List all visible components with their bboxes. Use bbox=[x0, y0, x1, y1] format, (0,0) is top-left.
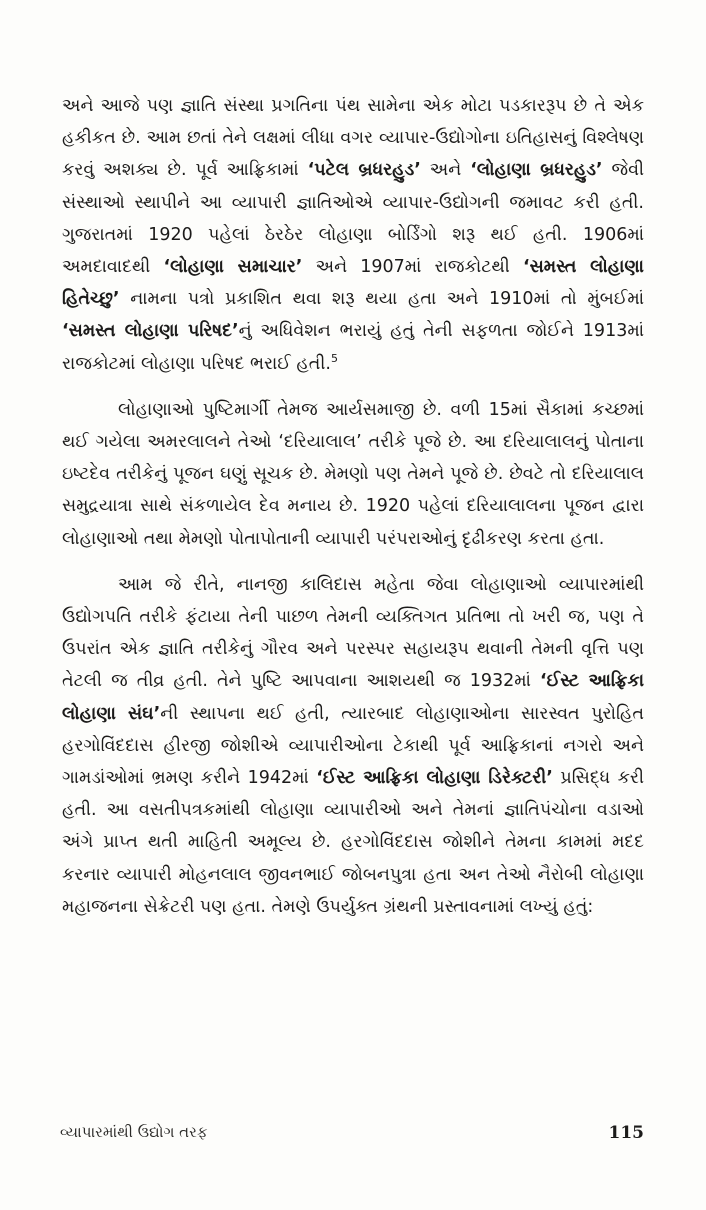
body-text bbox=[62, 90, 644, 923]
running-footer-title: વ્યાપારમાંથી ઉદ્યોગ તરફ bbox=[60, 1123, 208, 1141]
page-number: 115 bbox=[608, 1123, 644, 1143]
emphasized-title: ‘ઈસ્ટ આફ્રિકા લોહાણા સંઘ’ bbox=[62, 671, 645, 724]
text-run: નું અધિવેશન ભરાયું હતું તેની સફળતા જોઈને 1913માં રાજકોટમાં લોહાણા પરિષદ ભરાઈ હતી. bbox=[62, 321, 644, 374]
emphasized-title: ‘ઈસ્ટ આફ્રિકા લોહાણા ડિરેક્ટરી’ bbox=[316, 768, 553, 789]
text-run: નામના પત્રો પ્રકાશિત થવા શરૂ થયા હતા અને 1910માં તો મુંબઈમાં bbox=[119, 289, 644, 310]
text-run: ની સ્થાપના થઈ હતી, ત્યારબાદ લોહાણાઓના સારસ્વત પુરોહિત હરગોવિંદદાસ હીરજી જોશીએ વ્યાપારીઓના ટેકાથી પૂર્વ આફ્રિકાનાં નગરો અને ગામડાંઓમાં ભ્રમણ કરીને 1942માં bbox=[62, 703, 644, 789]
footnote-ref: 5 bbox=[330, 351, 338, 365]
text-run: અને bbox=[420, 160, 471, 181]
paragraph bbox=[62, 569, 644, 923]
text-run: અને 1907માં રાજકોટથી bbox=[302, 257, 523, 278]
text-run: અને આજે પણ જ્ઞાતિ સંસ્થા પ્રગતિના પંથ સામેના એક મોટા પડકારરૂપ છે તે એક હકીકત છે. આમ છતાં તેને લક્ષમાં લીધા વગર વ્યાપાર-ઉદ્યોગોના ઇતિહાસનું વિશ્લેષણ કરવું અશક્ય છે. પૂર્વ આફ્રિકામાં bbox=[62, 96, 644, 181]
paragraph bbox=[62, 90, 644, 380]
paragraph bbox=[62, 394, 644, 555]
text-run: આમ જે રીતે, નાનજી કાલિદાસ મહેતા જેવા લોહાણાઓ વ્યાપારમાંથી ઉદ્યોગપતિ તરીકે ફંટાયા તેની પાછળ તેમની વ્યક્તિગત પ્રતિભા તો ખરી જ, પણ તે ઉપરાંત એક જ્ઞાતિ તરીકેનું ગૌરવ અને પરસ્પર સહાયરૂપ થવાની તેમની વૃત્તિ પણ તેટલી જ તીવ્ર હતી. તેને પુષ્ટિ આપવાના આશયથી જ 1932માં bbox=[62, 574, 644, 692]
emphasized-title: ‘પટેલ બ્રધરહુડ’ bbox=[307, 160, 421, 181]
emphasized-title: ‘લોહાણા બ્રધરહુડ’ bbox=[470, 160, 603, 181]
emphasized-title: ‘સમસ્ત લોહાણા હિતેચ્છુ’ bbox=[62, 257, 644, 310]
text-run: જેવી સંસ્થાઓ સ્થાપીને આ વ્યાપારી જ્ઞાતિઓએ વ્યાપાર-ઉદ્યોગની જમાવટ કરી હતી. ગુજરાતમાં 1920 પહેલાં ઠેરઠેર લોહાણા બોર્ડિંગો શરૂ થઈ હતી. 1906માં અમદાવાદથી bbox=[62, 160, 644, 278]
emphasized-title: ‘લોહાણા સમાચાર’ bbox=[163, 257, 303, 278]
text-run: પ્રસિદ્ધ કરી હતી. આ વસતીપત્રકમાંથી લોહાણા વ્યાપારીઓ અને તેમનાં જ્ઞાતિપંચોના વડાઓ અંગે પ્રાપ્ત થતી માહિતી અમૂલ્ય છે. હરગોવિંદદાસ જોશીને તેમના કામમાં મદદ કરનાર વ્યાપારી મોહનલાલ જીવનભાઈ જોબનપુત્રા હતા અન તેઓ નૈરોબી લોહાણા મહાજનના સેક્રેટરી પણ હતા. તેમણે ઉપર્યુક્ત ગ્રંથની પ્રસ્તાવનામાં લખ્યું હતું: bbox=[62, 768, 644, 917]
text-run: લોહાણાઓ પુષ્ટિમાર્ગી તેમજ આર્યસમાજી છે. વળી 15માં સૈકામાં કચ્છમાં થઈ ગયેલા અમરલાલને તેઓ ‘દરિયાલાલ’ તરીકે પૂજે છે. આ દરિયાલાલનું પોતાના ઇષ્ટદેવ તરીકેનું પૂજન ઘણું સૂચક છે. મેમણો પણ તેમને પૂજે છે. છેવટે તો દરિયાલાલ સમુદ્રયાત્રા સાથે સંકળાયેલ દેવ મનાય છે. 1920 પહેલાં દરિયાલાલના પૂજન દ્વારા લોહાણાઓ તથા મેમણો પોતાપોતાની વ્યાપારી પરંપરાઓનું દૃઢીકરણ કરતા હતા. bbox=[62, 399, 644, 549]
emphasized-title: ‘સમસ્ત લોહાણા પરિષદ’ bbox=[62, 321, 239, 342]
